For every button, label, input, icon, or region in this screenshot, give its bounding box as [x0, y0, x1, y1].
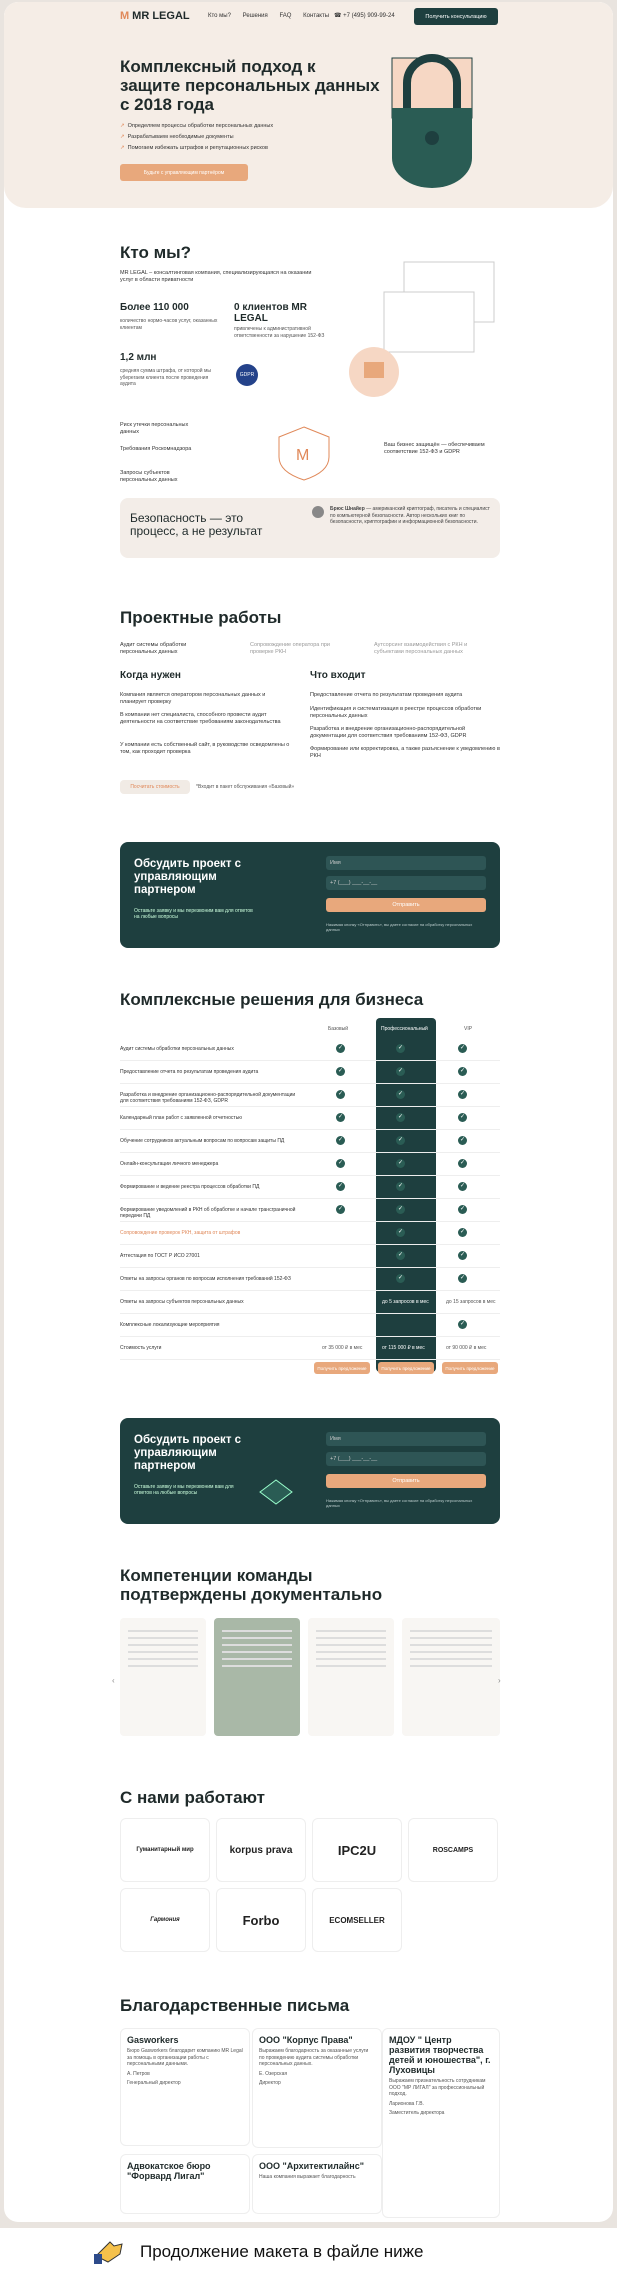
row-label: Комплексные локализующие мероприятия: [120, 1322, 220, 1328]
check-icon: ✓: [337, 1206, 344, 1212]
check-icon: ✓: [459, 1321, 466, 1327]
need-item: В компании нет специалиста, способного провести аудит деятельности на соответствие требованиям законодательства: [120, 712, 281, 725]
tab-audit[interactable]: Аудит системы обработки персональных данных: [120, 642, 187, 655]
client-logo: korpus prava: [216, 1818, 306, 1882]
hero-title: Комплексный подход к защите персональных данных с 2018 года: [120, 57, 380, 114]
row-label: Разработка и внедрение организационно-распорядительной документации для соответствия требованиям 152-ФЗ, GDPR: [120, 1092, 296, 1104]
form-title: Обсудить проект с управляющим партнером: [134, 858, 242, 896]
check-icon: ✓: [397, 1091, 404, 1097]
check-icon: ✓: [459, 1160, 466, 1166]
check-icon: ✓: [397, 1206, 404, 1212]
check-icon: ✓: [337, 1068, 344, 1074]
landing-page: [4, 2, 613, 2222]
check-icon: ✓: [459, 1275, 466, 1281]
table-row: [120, 1084, 500, 1107]
pointing-hand-icon: [92, 2236, 126, 2266]
client-logo: ECOMSELLER: [312, 1888, 402, 1952]
risk-item: Риск утечки персональных данных: [120, 422, 189, 435]
letter-text: Выражаем признательность сотрудникам ООО "МР ЛИГАЛ" за профессиональный подход.: [389, 2078, 486, 2097]
row-label: Онлайн-консультации личного менеджера: [120, 1161, 219, 1167]
quote-card: [120, 498, 500, 558]
check-icon: ✓: [337, 1045, 344, 1051]
plan-basic: Базовый: [328, 1026, 349, 1032]
check-icon: ✓: [397, 1045, 404, 1051]
check-icon: ✓: [459, 1183, 466, 1189]
result-text: Ваш бизнес защищён — обеспечиваем соответствие 152-ФЗ и GDPR: [384, 442, 485, 455]
certificate-doc[interactable]: [402, 1618, 500, 1736]
offer-button-pro[interactable]: Получить предложение: [378, 1362, 434, 1374]
letter-card[interactable]: [120, 2154, 250, 2214]
check-icon: ✓: [337, 1183, 344, 1189]
avatar: [312, 506, 324, 518]
hero-bullet: ↗ Помогаем избежать штрафов и репутационных рисков: [120, 145, 268, 151]
solutions-title: Комплексные решения для бизнеса: [120, 990, 424, 1009]
table-row: [120, 1245, 500, 1268]
check-icon: ✓: [397, 1275, 404, 1281]
check-icon: ✓: [337, 1114, 344, 1120]
check-icon: ✓: [397, 1114, 404, 1120]
need-item: Компания является оператором персональных данных и планирует проверку: [120, 692, 266, 705]
check-icon: ✓: [337, 1160, 344, 1166]
row-label: Ответы на запросы субъектов персональных данных: [120, 1299, 244, 1305]
form-legal: Нажимая кнопку «Отправить», вы даете согласие на обработку персональных данных: [326, 922, 473, 932]
letter-sign: Ларионова Г.В.: [389, 2100, 424, 2107]
letter-org: ООО "Корпус Права": [259, 2035, 353, 2045]
extra-pro: до 5 запросов в мес: [382, 1299, 429, 1305]
offer-button-vip[interactable]: Получить предложение: [442, 1362, 498, 1374]
client-logo: Forbo: [216, 1888, 306, 1952]
table-row: [120, 1314, 500, 1337]
hero-bullet: ↗ Разрабатываем необходимые документы: [120, 134, 234, 140]
row-label: Аттестация по ГОСТ Р ИСО 27001: [120, 1253, 200, 1259]
shield-icon: [274, 422, 334, 482]
quote-title: Безопасность — это процесс, а не результат: [130, 511, 263, 538]
letter-sign: Е. Озерская: [259, 2070, 288, 2077]
gdpr-badge: GDPR: [236, 364, 258, 386]
nav-link-who[interactable]: Кто мы?: [208, 13, 231, 19]
check-icon: ✓: [459, 1068, 466, 1074]
hero-section: [4, 2, 613, 208]
check-icon: ✓: [397, 1068, 404, 1074]
letter-role: Заместитель директора: [389, 2110, 445, 2116]
letter-text: Бюро Gasworkers благодарит компанию MR Legal за помощь в организации работы с персональными данными.: [127, 2048, 243, 2067]
row-label: Обучение сотрудников актуальным вопросам по вопросам защиты ПД: [120, 1138, 285, 1144]
client-logo: IPC2U: [312, 1818, 402, 1882]
row-label: Сопровождение проверок РКН, защита от штрафов: [120, 1230, 241, 1236]
clients-title: С нами работают: [120, 1788, 265, 1807]
stat-clients: 0 клиентов MR LEGAL: [234, 302, 307, 324]
certificate-doc[interactable]: [214, 1618, 300, 1736]
letter-card[interactable]: [382, 2028, 500, 2218]
row-label: Формирование уведомлений в РКН об обработке и начале трансграничной передачи ПД: [120, 1207, 296, 1219]
letters-title: Благодарственные письма: [120, 1996, 350, 2015]
need-item: У компании есть собственный сайт, в руководстве осведомлены о том, как проходит проверка: [120, 742, 290, 755]
table-row: [120, 1153, 500, 1176]
client-logo: Гармония: [120, 1888, 210, 1952]
letter-role: Генеральный директор: [127, 2080, 181, 2086]
row-label: Ответы на запросы органов по вопросам исполнения требований 152-ФЗ: [120, 1276, 291, 1282]
contact-form-2: [120, 1418, 500, 1524]
stat-hours-desc: количество нормо-часов услуг, оказанных клиентам: [120, 318, 218, 331]
name-input[interactable]: Имя: [326, 1432, 486, 1446]
contact-form: [120, 842, 500, 948]
lock-illustration-icon: [372, 38, 492, 188]
letter-card[interactable]: [120, 2028, 250, 2146]
stat-hours: Более 110 000: [120, 302, 189, 313]
check-icon: ✓: [397, 1160, 404, 1166]
row-label: Стоимость услуги: [120, 1345, 162, 1351]
submit-button[interactable]: Отправить: [326, 1474, 486, 1488]
risk-item: Запросы субъектов персональных данных: [120, 470, 178, 483]
top-nav: [4, 2, 613, 30]
calc-price-button[interactable]: Посчитать стоимость: [120, 780, 190, 794]
table-row: [120, 1130, 500, 1153]
certificate-doc[interactable]: [120, 1618, 206, 1736]
check-icon: ✓: [459, 1114, 466, 1120]
nav-link-faq[interactable]: FAQ: [279, 13, 292, 19]
tab-outsourcing[interactable]: Аутсорсинг взаимодействия с РКН и субъектами персональных данных: [374, 642, 468, 655]
phone-input[interactable]: +7 (___) ___-__-__: [326, 876, 486, 890]
letter-org: Gasworkers: [127, 2035, 179, 2045]
stat-fine-desc: средняя сумма штрафа, от которой мы уберегаем клиента после проведения аудита: [120, 368, 212, 387]
check-icon: ✓: [397, 1183, 404, 1189]
price-pro: от 115 000 ₽ в мес: [382, 1345, 425, 1351]
hero-bullet: ↗ Определяем процессы обработки персональных данных: [120, 123, 273, 129]
letter-sign: А. Петров: [127, 2070, 150, 2077]
risk-item: Требования Роскомнадзора: [120, 446, 192, 452]
plan-vip: VIP: [464, 1026, 473, 1032]
check-icon: ✓: [397, 1137, 404, 1143]
client-logo: Гуманитарный мир: [120, 1818, 210, 1882]
carousel-next-icon[interactable]: ›: [498, 1676, 501, 1685]
check-icon: ✓: [397, 1252, 404, 1258]
check-icon: ✓: [337, 1137, 344, 1143]
extra-vip: до 15 запросов в мес: [446, 1299, 496, 1305]
table-row: [120, 1222, 500, 1245]
stat-fine: 1,2 млн: [120, 352, 157, 363]
who-lead: MR LEGAL – консалтинговая компания, специализирующаяся на оказании услуг в области приватности: [120, 270, 312, 283]
nav-links: [208, 13, 339, 19]
include-item: Идентификация и систематизация в реестре процессов обработки персональных данных: [310, 706, 482, 719]
package-note: *Входит в пакет обслуживания «Базовый»: [196, 784, 295, 790]
submit-button[interactable]: Отправить: [326, 898, 486, 912]
table-row: [120, 1107, 500, 1130]
letter-org: Адвокатское бюро "Форвард Лигал": [127, 2161, 211, 2181]
quote-author-text: [330, 506, 490, 526]
plan-pro: Профессиональный: [381, 1026, 428, 1032]
row-label: Календарный план работ с заявленной отчетностью: [120, 1115, 243, 1121]
svg-text:M: M: [296, 447, 310, 464]
form-subtitle: Оставьте заявку и мы перезвоним вам для ответов на любые вопросы: [134, 1484, 234, 1496]
phone-icon: ☎: [334, 13, 344, 19]
check-icon: ✓: [459, 1137, 466, 1143]
include-item: Разработка и внедрение организационно-распорядительной документации для соответствия требованиям 152-ФЗ, GDPR: [310, 726, 467, 739]
table-row: [120, 1291, 500, 1314]
check-icon: ✓: [397, 1229, 404, 1235]
check-icon: ✓: [459, 1206, 466, 1212]
continuation-text: Продолжение макета в файле ниже: [140, 2242, 424, 2261]
table-row: [120, 1061, 500, 1084]
form-subtitle: Оставьте заявку и мы перезвоним вам для ответов на любые вопросы: [134, 908, 253, 920]
logo-mark-icon: M: [120, 10, 130, 22]
row-label: Предоставление отчета по результатам проведения аудита: [120, 1069, 259, 1075]
check-icon: ✓: [459, 1091, 466, 1097]
price-vip: от 90 000 ₽ в мес: [446, 1345, 487, 1351]
check-icon: ✓: [337, 1091, 344, 1097]
documents-illustration-icon: [344, 252, 504, 402]
table-row: [120, 1199, 500, 1222]
offer-button-basic[interactable]: Получить предложение: [314, 1362, 370, 1374]
logo[interactable]: [120, 10, 190, 22]
carousel-prev-icon[interactable]: ‹: [112, 1676, 115, 1685]
need-title: Когда нужен: [120, 670, 181, 681]
table-row: [120, 1038, 500, 1061]
name-input[interactable]: Имя: [326, 856, 486, 870]
nav-link-contacts[interactable]: Контакты: [303, 13, 330, 19]
letter-card[interactable]: [252, 2028, 382, 2148]
table-row: [120, 1268, 500, 1291]
hero-cta-button[interactable]: Будьте с управляющим партнёром: [120, 164, 248, 181]
phone-link[interactable]: [334, 12, 395, 19]
form-legal: Нажимая кнопку «Отправить», вы даете согласие на обработку персональных данных: [326, 1498, 473, 1508]
letter-org: ООО "Архитектилайнс": [259, 2161, 365, 2171]
table-row: [120, 1337, 500, 1360]
price-basic: от 35 000 ₽ в мес: [322, 1345, 363, 1351]
client-logo: ROSCAMPS: [408, 1818, 498, 1882]
row-label: Аудит системы обработки персональных данных: [120, 1046, 234, 1052]
phone-number: +7 (495) 909-99-24: [343, 13, 395, 19]
phone-input[interactable]: +7 (___) ___-__-__: [326, 1452, 486, 1466]
quote-bio: — американский криптограф, писатель и специалист по компьютерной безопасности. Автор нескольких книг по безопасности, криптографии и информационной безопасности.: [330, 506, 490, 525]
include-item: Предоставление отчета по результатам проведения аудита: [310, 692, 463, 698]
includes-title: Что входит: [310, 670, 366, 681]
competence-title: Компетенции команды подтверждены документально: [120, 1566, 383, 1604]
letter-text: Наша компания выражает благодарность: [259, 2174, 356, 2180]
who-title: Кто мы?: [120, 243, 192, 262]
letter-role: Директор: [259, 2080, 281, 2086]
letter-text: Выражаем благодарность за оказанные услуги по проведению аудита системы обработки персональных данных.: [259, 2048, 369, 2067]
check-icon: ✓: [459, 1229, 466, 1235]
form-title: Обсудить проект с управляющим партнером: [134, 1434, 242, 1472]
check-icon: ✓: [459, 1252, 466, 1258]
logo-text: MR LEGAL: [132, 10, 190, 22]
table-row: [120, 1176, 500, 1199]
quote-author: Брюс Шнайер: [330, 506, 365, 512]
stat-clients-desc: привлечены к административной ответственности за нарушение 152-ФЗ: [234, 326, 325, 339]
consult-button[interactable]: Получить консультацию: [414, 8, 498, 25]
letter-card[interactable]: [252, 2154, 382, 2214]
certificate-doc[interactable]: [308, 1618, 394, 1736]
tab-rkn[interactable]: Сопровождение оператора при проверке РКН: [250, 642, 330, 655]
continuation-banner: [0, 2228, 617, 2275]
check-icon: ✓: [459, 1045, 466, 1051]
nav-link-solutions[interactable]: Решения: [242, 13, 268, 19]
projects-title: Проектные работы: [120, 608, 282, 627]
letter-org: МДОУ " Центр развития творчества детей и юношества", г. Луховицы: [389, 2035, 491, 2075]
row-label: Формирование и ведение реестра процессов обработки ПД: [120, 1184, 260, 1190]
include-item: Формирование или корректировка, а также разъяснение к уведомлению в РКН: [310, 746, 500, 759]
book-icon: [256, 1468, 296, 1508]
